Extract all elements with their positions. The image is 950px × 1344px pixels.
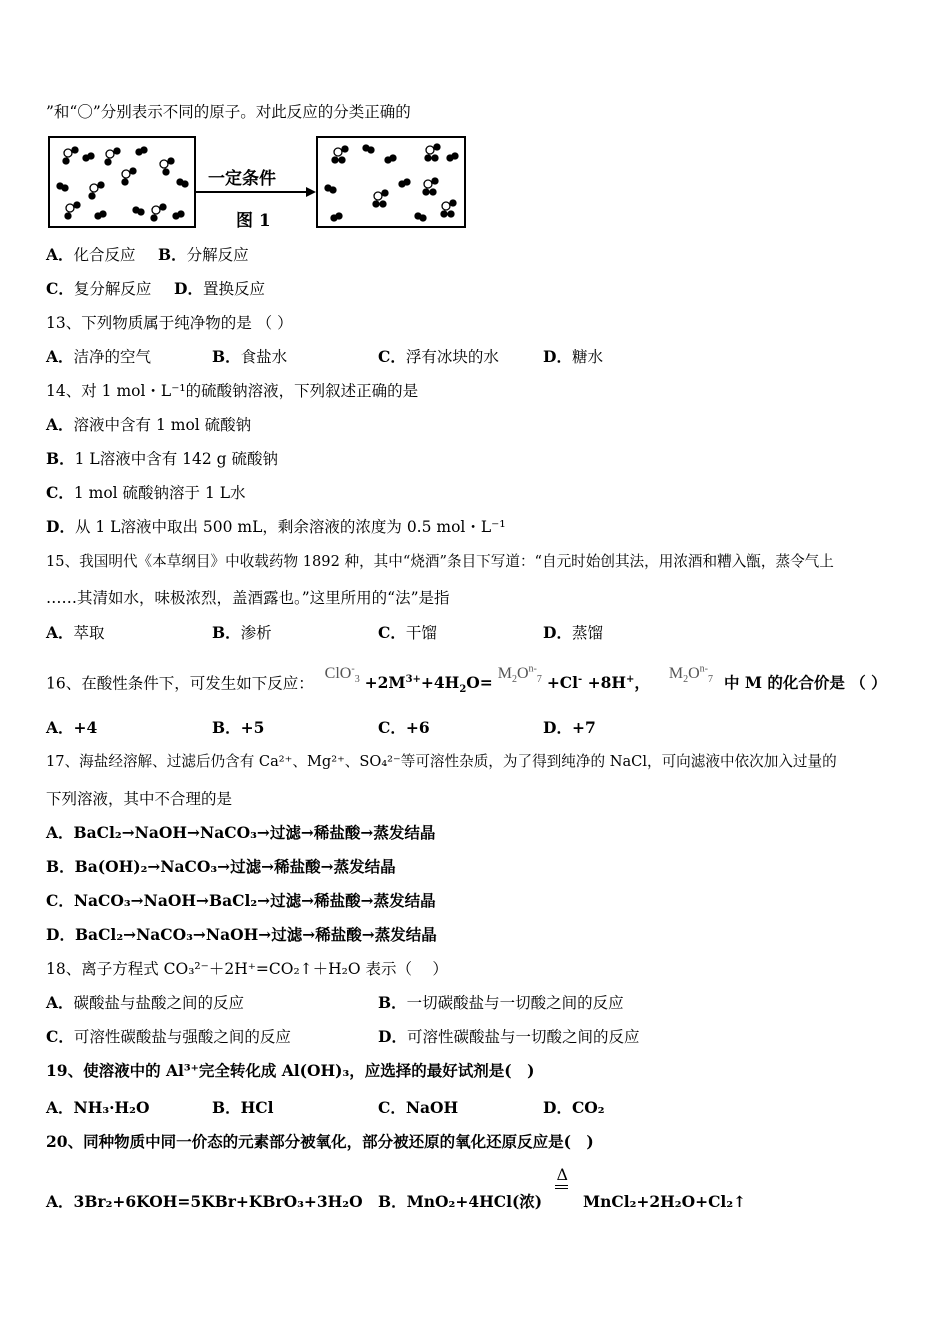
q15-option-a[interactable]: A．萃取 xyxy=(46,623,105,642)
q12-option-a[interactable]: A．化合反应 xyxy=(46,245,136,264)
q12-option-d[interactable]: D．置换反应 xyxy=(174,279,265,298)
reaction-arrow-icon xyxy=(196,185,316,199)
q20-option-b[interactable]: B．MnO₂+4HCl(浓) Δ MnCl₂+2H₂O+Cl₂↑ xyxy=(378,1165,747,1211)
q19-option-d[interactable]: D．CO₂ xyxy=(543,1098,605,1117)
q17-option-a[interactable]: A．BaCl₂→NaOH→NaCO₃→过滤→稀盐酸→蒸发结晶 xyxy=(46,823,436,842)
q15-stem-line2: ……其清如水，味极浓烈，盖酒露也。”这里所用的“法”是指 xyxy=(46,589,450,607)
q12-option-c[interactable]: C．复分解反应 xyxy=(46,279,152,298)
q15-option-c[interactable]: C．干馏 xyxy=(378,623,437,642)
equals-line-icon xyxy=(555,1185,568,1189)
q13-option-b[interactable]: B．食盐水 xyxy=(212,347,288,366)
q16-stem: 16、在酸性条件下，可发生如下反应： $ClO^-_3 +2M^{3+}+4H_2O= M_2O^{n-}_7 +Cl^- +8H^+$， $M_2O^{n-}_7$ 中 M 的化合价是 （ ） xyxy=(46,664,887,696)
q19-option-c[interactable]: C．NaOH xyxy=(378,1098,459,1117)
products-box xyxy=(316,136,466,228)
q13-option-a[interactable]: A．洁净的空气 xyxy=(46,347,152,366)
q16-option-b[interactable]: B．+5 xyxy=(212,718,265,737)
q18-stem: 18、离子方程式 CO₃²⁻＋2H⁺=CO₂↑＋H₂O 表示（ ） xyxy=(46,960,448,978)
q16-option-c[interactable]: C．+6 xyxy=(378,718,430,737)
q14-option-c[interactable]: C．1 mol 硫酸钠溶于 1 L水 xyxy=(46,483,246,502)
q17-option-c[interactable]: C．NaCO₃→NaOH→BaCl₂→过滤→稀盐酸→蒸发结晶 xyxy=(46,891,436,910)
q17-stem-line1: 17、海盐经溶解、过滤后仍含有 Ca²⁺、Mg²⁺、SO₄²⁻等可溶性杂质，为了得到纯净的 NaCl，可向滤液中依次加入过量的 xyxy=(46,753,837,770)
q14-option-d[interactable]: D．从 1 L溶液中取出 500 mL，剩余溶液的浓度为 0.5 mol・L⁻¹ xyxy=(46,517,506,536)
q20-option-a[interactable]: A．3Br₂+6KOH=5KBr+KBrO₃+3H₂O xyxy=(46,1192,363,1211)
q19-option-a[interactable]: A．NH₃·H₂O xyxy=(46,1098,150,1117)
q14-stem: 14、对 1 mol・L⁻¹的硫酸钠溶液，下列叙述正确的是 xyxy=(46,382,419,400)
q18-option-c[interactable]: C．可溶性碳酸盐与强酸之间的反应 xyxy=(46,1027,291,1046)
q18-option-a[interactable]: A．碳酸盐与盐酸之间的反应 xyxy=(46,993,245,1012)
reaction-figure xyxy=(46,134,466,230)
q12-option-b[interactable]: B．分解反应 xyxy=(158,245,249,264)
q14-option-b[interactable]: B．1 L溶液中含有 142 g 硫酸钠 xyxy=(46,449,278,468)
q14-option-a[interactable]: A．溶液中含有 1 mol 硫酸钠 xyxy=(46,415,252,434)
q12-stem: ”和“〇”分别表示不同的原子。对此反应的分类正确的 xyxy=(46,103,411,121)
q15-stem-line1: 15、我国明代《本草纲目》中收载药物 1892 种，其中“烧酒”条目下写道：“自元时始创其法，用浓酒和糟入甑，蒸令气上 xyxy=(46,553,834,570)
products-molecules-icon xyxy=(318,138,464,226)
q16-option-a[interactable]: A．+4 xyxy=(46,718,98,737)
q15-option-b[interactable]: B．渗析 xyxy=(212,623,272,642)
q18-option-b[interactable]: B．一切碳酸盐与一切酸之间的反应 xyxy=(378,993,624,1012)
q17-option-d[interactable]: D．BaCl₂→NaCO₃→NaOH→过滤→稀盐酸→蒸发结晶 xyxy=(46,925,437,944)
m2o7-formula: $M_2O^{n-}_7$ xyxy=(497,664,542,686)
figure-caption: 图 1 xyxy=(236,211,271,231)
m2o7-formula-2: $M_2O^{n-}_7$ xyxy=(668,664,713,686)
q18-option-d[interactable]: D．可溶性碳酸盐与一切酸之间的反应 xyxy=(378,1027,640,1046)
q17-stem-line2: 下列溶液，其中不合理的是 xyxy=(46,790,233,808)
reactants-box xyxy=(48,136,196,228)
delta-icon: Δ xyxy=(556,1165,569,1184)
heat-condition xyxy=(548,1165,578,1212)
q13-option-c[interactable]: C．浮有冰块的水 xyxy=(378,347,499,366)
q19-option-b[interactable]: B．HCl xyxy=(212,1098,274,1117)
q17-option-b[interactable]: B．Ba(OH)₂→NaCO₃→过滤→稀盐酸→蒸发结晶 xyxy=(46,857,396,876)
figure-condition-label: 一定条件 xyxy=(208,169,276,189)
clo3-formula: ClO-$_3$ xyxy=(324,664,360,686)
q15-option-d[interactable]: D．蒸馏 xyxy=(543,623,603,642)
q20-stem: 20、同种物质中同一价态的元素部分被氧化，部分被还原的氧化还原反应是( ) xyxy=(46,1132,594,1151)
q13-stem: 13、下列物质属于纯净物的是 （ ） xyxy=(46,314,293,332)
q19-stem: 19、使溶液中的 Al³⁺完全转化成 Al(OH)₃，应选择的最好试剂是( ) xyxy=(46,1061,535,1080)
reactants-molecules-icon xyxy=(50,138,194,226)
q13-option-d[interactable]: D．糖水 xyxy=(543,347,603,366)
q16-option-d[interactable]: D．+7 xyxy=(543,718,596,737)
